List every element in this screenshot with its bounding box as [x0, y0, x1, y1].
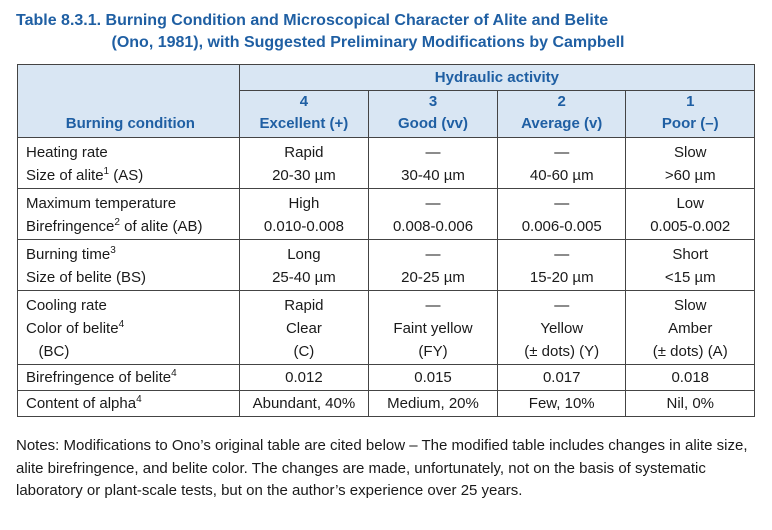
cell-value: 0.018	[671, 369, 710, 386]
cell-value: (± dots) (A)	[652, 343, 728, 360]
table-title-line-1: Table 8.3.1. Burning Condition and Microscopical Character of Alite and Belite	[16, 12, 609, 29]
table-cell	[497, 240, 626, 291]
table-row	[18, 365, 755, 391]
table-row	[18, 189, 755, 240]
cell-value: Yellow	[540, 320, 584, 337]
header-col-good	[369, 91, 498, 138]
row-label-line	[26, 141, 235, 164]
cell-value: —	[425, 246, 441, 263]
table-row	[18, 391, 755, 417]
cell-value: 0.006-0.005	[521, 218, 602, 235]
row-label-cell	[18, 391, 240, 417]
cell-value: 20-25 µm	[401, 269, 465, 286]
cell-value: High	[288, 195, 320, 212]
cell-value: 25-40 µm	[272, 269, 336, 286]
row-label-cell	[18, 291, 240, 365]
table-cell	[369, 240, 498, 291]
header-col-label: Good (vv)	[398, 115, 469, 132]
cell-value: 0.008-0.006	[392, 218, 474, 235]
row-label-line	[26, 215, 235, 238]
header-col-number: 2	[557, 93, 566, 110]
footnote-marker: 3	[110, 245, 116, 256]
row-label-cell	[18, 240, 240, 291]
row-label-suffix: of alite (AB)	[119, 218, 203, 235]
cell-value: 15-20 µm	[529, 269, 594, 286]
table-cell	[239, 291, 368, 365]
table-cell	[626, 365, 755, 391]
footnote-marker: 4	[136, 394, 142, 405]
row-label-text: Size of alite	[26, 167, 104, 184]
row-label-text: Heating rate	[26, 144, 108, 161]
table-cell	[239, 189, 368, 240]
cell-value: 0.017	[542, 369, 581, 386]
table-cell	[239, 138, 368, 189]
cell-value: Rapid	[284, 297, 324, 314]
cell-value: Clear	[285, 320, 322, 337]
cell-value: Low	[676, 195, 704, 212]
cell-value: Rapid	[284, 144, 324, 161]
cell-value: Long	[287, 246, 321, 263]
row-label-cell	[18, 138, 240, 189]
row-label-line	[26, 294, 235, 317]
cell-value: —	[554, 297, 570, 314]
row-label-cell	[18, 189, 240, 240]
footnote-marker: 1	[103, 166, 110, 177]
cell-value: Few, 10%	[528, 395, 595, 412]
row-label-text: Cooling rate	[26, 297, 107, 314]
table-cell	[239, 391, 368, 417]
row-label-line	[26, 317, 235, 340]
row-label-text: Birefringence of belite	[26, 369, 172, 386]
cell-value: 0.010-0.008	[263, 218, 344, 235]
cell-value: Nil, 0%	[666, 395, 714, 412]
cell-value: —	[425, 195, 441, 212]
cell-value: Faint yellow	[393, 320, 473, 337]
header-col-number: 1	[686, 93, 695, 110]
table-cell	[369, 365, 498, 391]
header-col-poor	[626, 91, 755, 138]
table-body	[18, 138, 755, 417]
cell-value: 0.015	[414, 369, 452, 386]
cell-value: Amber	[668, 320, 713, 337]
footnote-marker: 2	[114, 217, 120, 228]
header-col-label: Average (v)	[521, 115, 603, 132]
cell-value: <15 µm	[664, 269, 716, 286]
header-col-excellent	[239, 91, 368, 138]
cell-value: (FY)	[418, 343, 448, 360]
cell-value: —	[425, 144, 441, 161]
table-cell	[369, 291, 498, 365]
cell-value: (± dots) (Y)	[524, 343, 600, 360]
row-label-line	[26, 192, 235, 215]
table-row	[18, 291, 755, 365]
row-label-line	[26, 266, 235, 289]
header-col-number: 4	[299, 93, 309, 110]
footnote-marker: 4	[118, 319, 125, 330]
header-col-label: Poor (–)	[661, 115, 719, 132]
cell-value: —	[554, 195, 570, 212]
table-cell	[626, 189, 755, 240]
table-cell	[497, 365, 626, 391]
table-title-line-2: (Ono, 1981), with Suggested Preliminary Modifications by Campbell	[111, 34, 625, 51]
row-label-line	[26, 340, 235, 363]
table-cell	[626, 240, 755, 291]
header-col-label: Excellent (+)	[259, 115, 349, 132]
header-burning-condition	[18, 65, 240, 138]
cell-value: —	[554, 144, 570, 161]
cell-value: 20-30 µm	[272, 167, 336, 184]
row-label-text: Content of alpha	[26, 395, 137, 412]
table-cell	[369, 138, 498, 189]
cell-value: Slow	[673, 297, 707, 314]
cell-value: (C)	[293, 343, 315, 360]
row-label-line	[26, 366, 235, 389]
table-cell	[497, 291, 626, 365]
cell-value: —	[425, 297, 441, 314]
footnote-marker: 4	[171, 368, 177, 379]
header-col-average	[497, 91, 626, 138]
table-cell	[239, 240, 368, 291]
table-cell	[497, 138, 626, 189]
row-label-line	[26, 243, 235, 266]
header-col-number: 3	[428, 93, 438, 110]
cell-value: 30-40 µm	[401, 167, 465, 184]
row-label-cell	[18, 365, 240, 391]
row-label-line	[26, 164, 235, 187]
table-cell	[626, 291, 755, 365]
table-cell	[369, 391, 498, 417]
cell-value: Slow	[673, 144, 707, 161]
table-cell	[369, 189, 498, 240]
row-label-suffix: (AS)	[109, 167, 144, 184]
cell-value: 40-60 µm	[529, 167, 594, 184]
row-label-text: Color of belite	[26, 320, 119, 337]
cell-value: Abundant, 40%	[252, 395, 356, 412]
cell-value: —	[554, 246, 570, 263]
cell-value: 0.005-0.002	[650, 218, 731, 235]
cell-value: Short	[672, 246, 709, 263]
table-cell	[626, 138, 755, 189]
cell-value: Medium, 20%	[387, 395, 479, 412]
table-cell	[497, 189, 626, 240]
row-label-text: Birefringence	[26, 218, 115, 235]
row-label-text: (BC)	[26, 343, 70, 360]
header-burning-condition-label: Burning condition	[65, 115, 195, 132]
row-label-text: Burning time	[26, 246, 111, 263]
table-notes: Notes: Modifications to Ono’s original table are cited below – The modified table includes changes in alite size, alite birefringence, and belite color. The changes are made, unfortunately, not on the basis of systematic laboratory or plant-scale tests, but on the author’s experience over 25 years.	[16, 437, 748, 499]
table-row	[18, 240, 755, 291]
table-cell	[626, 391, 755, 417]
row-label-text: Maximum temperature	[26, 195, 177, 212]
header-hydraulic-activity: Hydraulic activity	[239, 65, 754, 91]
table-row	[18, 138, 755, 189]
table-title	[16, 10, 760, 54]
burning-condition-table	[17, 64, 755, 417]
table-cell	[239, 365, 368, 391]
cell-value: >60 µm	[664, 167, 716, 184]
row-label-line	[26, 392, 235, 415]
row-label-text: Size of belite (BS)	[26, 269, 147, 286]
table-cell	[497, 391, 626, 417]
cell-value: 0.012	[285, 369, 323, 386]
